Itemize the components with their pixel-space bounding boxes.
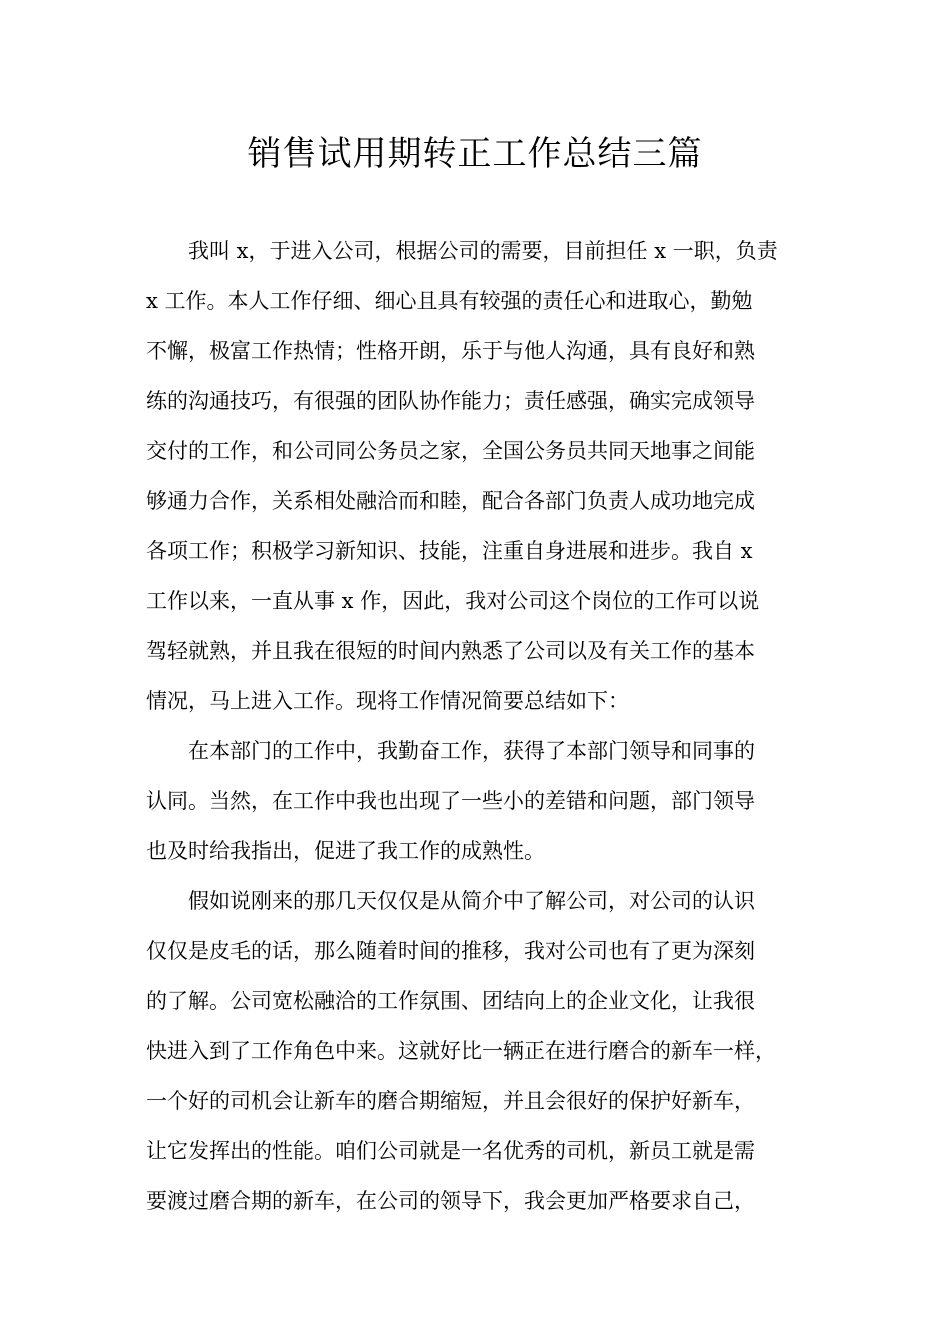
paragraph-line: 在本部门的工作中，我勤奋工作，获得了本部门领导和同事的 (188, 739, 755, 763)
paragraph-line: 不懈，极富工作热情；性格开朗，乐于与他人沟通，具有良好和熟 (146, 339, 755, 363)
paragraph-line: 让它发挥出的性能。咱们公司就是一名优秀的司机，新员工就是需 (146, 1139, 755, 1163)
paragraph-line: 交付的工作，和公司同公务员之家，全国公务员共同天地事之间能 (146, 439, 755, 463)
paragraph-line: 工作以来，一直从事 x 作，因此，我对公司这个岗位的工作可以说 (146, 589, 760, 613)
paragraph-line: 要渡过磨合期的新车，在公司的领导下，我会更加严格要求自己， (146, 1189, 755, 1213)
paragraph-line: 的了解。公司宽松融洽的工作氛围、团结向上的企业文化，让我很 (146, 989, 755, 1013)
paragraph-line: 也及时给我指出，促进了我工作的成熟性。 (146, 839, 545, 863)
document-title: 销售试用期转正工作总结三篇 (247, 134, 703, 174)
paragraph-line: 驾轻就熟，并且我在很短的时间内熟悉了公司以及有关工作的基本 (146, 639, 755, 663)
paragraph-line: 情况，马上进入工作。现将工作情况简要总结如下： (146, 689, 629, 713)
paragraph-line: x 工作。本人工作仔细、细心且具有较强的责任心和进取心，勤勉 (146, 289, 753, 313)
paragraph-line: 仅仅是皮毛的话，那么随着时间的推移，我对公司也有了更为深刻 (146, 939, 755, 963)
paragraph-line: 认同。当然，在工作中我也出现了一些小的差错和问题，部门领导 (146, 789, 755, 813)
paragraph-line: 我叫 x，于进入公司，根据公司的需要，目前担任 x 一职，负责 (188, 239, 778, 263)
paragraph-line: 一个好的司机会让新车的磨合期缩短，并且会很好的保护好新车， (146, 1089, 755, 1113)
paragraph-line: 快进入到了工作角色中来。这就好比一辆正在进行磨合的新车一样， (146, 1039, 776, 1063)
paragraph-line: 假如说刚来的那几天仅仅是从简介中了解公司，对公司的认识 (188, 889, 755, 913)
paragraph-line: 各项工作；积极学习新知识、技能，注重自身进展和进步。我自 x (146, 539, 753, 563)
paragraph-line: 够通力合作，关系相处融洽而和睦，配合各部门负责人成功地完成 (146, 489, 755, 513)
document-body (146, 226, 816, 1226)
paragraph-line: 练的沟通技巧，有很强的团队协作能力；责任感强，确实完成领导 (146, 389, 755, 413)
